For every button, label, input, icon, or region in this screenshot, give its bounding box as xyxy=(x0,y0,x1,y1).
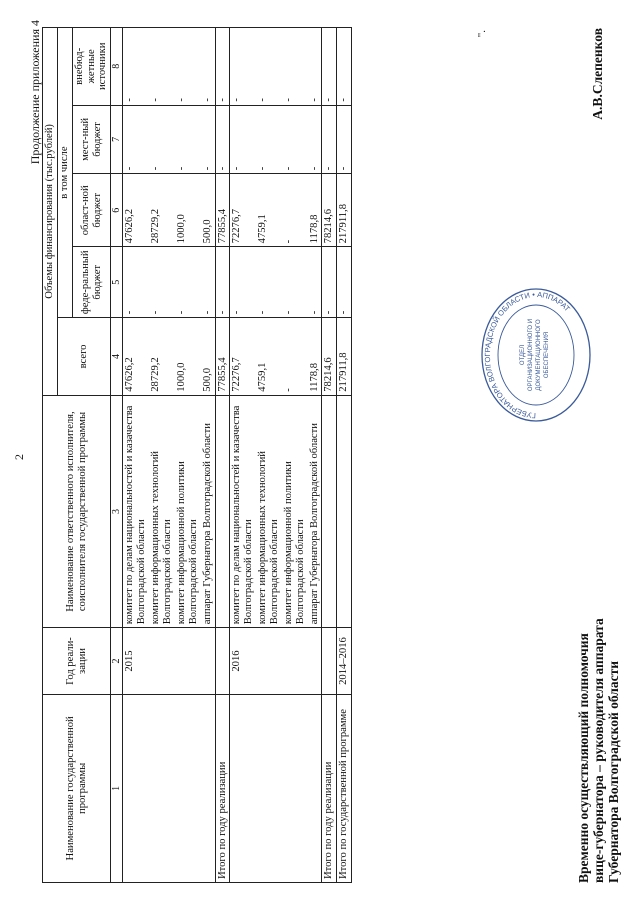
table-cell-executor: комитет информационной политики Волгоградской области xyxy=(282,395,308,628)
closing-quote: ". xyxy=(476,30,488,38)
header-extra: внебюд-жетные источники xyxy=(72,28,111,106)
table-cell-extra: - xyxy=(175,28,201,106)
header-program: Наименование государственной программы xyxy=(43,694,111,882)
table-cell-program: Итого по году реализации xyxy=(215,694,230,882)
table-cell-regional: 1178,8 xyxy=(308,174,322,247)
table-cell-total: 217911,8 xyxy=(337,318,352,396)
table-row xyxy=(215,28,230,883)
table-cell-federal: - xyxy=(308,247,322,318)
col-number: 2 xyxy=(111,628,123,694)
table-cell-federal: - xyxy=(175,247,201,318)
table-cell-program xyxy=(308,694,322,882)
table-cell-year xyxy=(201,628,215,694)
table-cell-regional: 28729,2 xyxy=(149,174,175,247)
col-number: 5 xyxy=(111,247,123,318)
header-federal: феде-ральный бюджет xyxy=(72,247,111,318)
table-cell-regional: 47626,2 xyxy=(123,174,149,247)
table-row xyxy=(175,28,201,883)
table-cell-executor: комитет по делам национальностей и казачества Волгоградской области xyxy=(230,395,256,628)
table-cell-local: - xyxy=(175,105,201,174)
table-cell-year xyxy=(322,628,337,694)
table-cell-total: 78214,6 xyxy=(322,318,337,396)
page-number: 2 xyxy=(12,454,26,460)
col-number: 1 xyxy=(111,694,123,882)
table-cell-local: - xyxy=(256,105,282,174)
header-incl: в том числе xyxy=(57,28,72,318)
signature-block xyxy=(576,618,621,883)
table-cell-year xyxy=(149,628,175,694)
header-local: мест-ный бюджет xyxy=(72,105,111,174)
col-number: 6 xyxy=(111,174,123,247)
table-cell-regional: - xyxy=(282,174,308,247)
table-cell-federal: - xyxy=(256,247,282,318)
table-cell-local: - xyxy=(215,105,230,174)
table-cell-year xyxy=(282,628,308,694)
table-row xyxy=(308,28,322,883)
table-cell-extra: - xyxy=(308,28,322,106)
table-cell-extra: - xyxy=(322,28,337,106)
header-year: Год реали-зации xyxy=(43,628,111,694)
table-cell-program xyxy=(123,694,149,882)
signature-line: Губернатора Волгоградской области xyxy=(606,660,622,883)
table-cell-executor: комитет информационных технологий Волгоградской области xyxy=(149,395,175,628)
stamp-text: ОРГАНИЗАЦИОННОГО И xyxy=(528,318,534,392)
table-cell-regional: 77855,4 xyxy=(215,174,230,247)
stamp-text: ОТДЕЛ xyxy=(520,344,526,366)
table-cell-total: 47626,2 xyxy=(123,318,149,396)
table-cell-regional: 72276,7 xyxy=(230,174,256,247)
official-stamp xyxy=(478,281,594,429)
table-cell-total: 28729,2 xyxy=(149,318,175,396)
table-row xyxy=(337,28,352,883)
table-row xyxy=(230,28,256,883)
col-number: 8 xyxy=(111,28,123,106)
table-cell-extra: - xyxy=(123,28,149,106)
table-cell-federal: - xyxy=(337,247,352,318)
table-cell-executor: аппарат Губернатора Волгоградской области xyxy=(201,395,215,628)
header-total: всего xyxy=(57,318,110,396)
table-cell-executor: комитет информационной политики Волгоградской области xyxy=(175,395,201,628)
table-cell-total: - xyxy=(282,318,308,396)
table-cell-local: - xyxy=(201,105,215,174)
table-cell-federal: - xyxy=(230,247,256,318)
header-regional: област-ной бюджет xyxy=(72,174,111,247)
table-cell-executor xyxy=(337,395,352,628)
table-cell-extra: - xyxy=(282,28,308,106)
stamp-text: ДОКУМЕНТАЦИОННОГО xyxy=(536,319,542,391)
table-cell-extra: - xyxy=(337,28,352,106)
table-cell-program: Итого по государственной программе xyxy=(337,694,352,882)
table-cell-total: 72276,7 xyxy=(230,318,256,396)
table-cell-program xyxy=(175,694,201,882)
table-cell-executor xyxy=(215,395,230,628)
table-row xyxy=(256,28,282,883)
table-cell-year: 2016 xyxy=(230,628,256,694)
table-cell-local: - xyxy=(230,105,256,174)
table-cell-total: 1000,0 xyxy=(175,318,201,396)
table-cell-extra: - xyxy=(215,28,230,106)
table-cell-extra: - xyxy=(149,28,175,106)
table-cell-program: Итого по году реализации xyxy=(322,694,337,882)
table-cell-program xyxy=(230,694,256,882)
table-cell-local: - xyxy=(123,105,149,174)
table-cell-extra: - xyxy=(230,28,256,106)
funding-table xyxy=(42,27,352,883)
table-row xyxy=(201,28,215,883)
table-row xyxy=(322,28,337,883)
table-cell-local: - xyxy=(322,105,337,174)
stamp-text: ОБЕСПЕЧЕНИЯ xyxy=(544,331,550,379)
table-cell-federal: - xyxy=(322,247,337,318)
table-cell-year xyxy=(256,628,282,694)
signature-line: вице-губернатора – руководителя аппарата xyxy=(591,618,607,883)
header-executor: Наименование ответственного исполнителя, соисполнителя государственной программы xyxy=(43,395,111,628)
table-cell-federal: - xyxy=(215,247,230,318)
table-cell-regional: 4759,1 xyxy=(256,174,282,247)
table-cell-local: - xyxy=(308,105,322,174)
table-cell-local: - xyxy=(149,105,175,174)
table-cell-program xyxy=(282,694,308,882)
header-funding: Объемы финансирования (тыс.рублей) xyxy=(43,28,58,396)
table-cell-extra: - xyxy=(256,28,282,106)
table-cell-program xyxy=(256,694,282,882)
table-cell-local: - xyxy=(282,105,308,174)
table-cell-year xyxy=(175,628,201,694)
table-row xyxy=(282,28,308,883)
table-row xyxy=(149,28,175,883)
table-cell-federal: - xyxy=(282,247,308,318)
table-cell-executor: комитет информационных технологий Волгоградской области xyxy=(256,395,282,628)
table-cell-total: 77855,4 xyxy=(215,318,230,396)
table-cell-regional: 78214,6 xyxy=(322,174,337,247)
table-cell-total: 4759,1 xyxy=(256,318,282,396)
table-cell-federal: - xyxy=(149,247,175,318)
table-row xyxy=(123,28,149,883)
table-cell-federal: - xyxy=(123,247,149,318)
table-cell-total: 1178,8 xyxy=(308,318,322,396)
svg-text:ГУБЕРНАТОРА ВОЛГОГРАДСКОЙ ОБЛА: ГУБЕРНАТОРА ВОЛГОГРАДСКОЙ ОБЛАСТИ • АППАРАТ xyxy=(482,289,572,421)
table-cell-regional: 1000,0 xyxy=(175,174,201,247)
col-number: 4 xyxy=(111,318,123,396)
table-cell-extra: - xyxy=(201,28,215,106)
table-cell-total: 500,0 xyxy=(201,318,215,396)
column-number-row xyxy=(111,28,123,883)
table-cell-federal: - xyxy=(201,247,215,318)
table-cell-regional: 217911,8 xyxy=(337,174,352,247)
table-cell-executor xyxy=(322,395,337,628)
table-cell-year: 2014–2016 xyxy=(337,628,352,694)
table-cell-executor: комитет по делам национальностей и казачества Волгоградской области xyxy=(123,395,149,628)
continuation-title: Продолжение приложения 4 xyxy=(28,20,42,165)
signatory-name: А.В.Слепенков xyxy=(590,28,605,120)
col-number: 3 xyxy=(111,395,123,628)
table-cell-regional: 500,0 xyxy=(201,174,215,247)
table-cell-local: - xyxy=(337,105,352,174)
table-cell-executor: аппарат Губернатора Волгоградской области xyxy=(308,395,322,628)
table-cell-year xyxy=(308,628,322,694)
table-cell-year: 2015 xyxy=(123,628,149,694)
table-cell-program xyxy=(201,694,215,882)
signature-line: Временно осуществляющий полномочия xyxy=(576,633,591,883)
col-number: 7 xyxy=(111,105,123,174)
table-cell-program xyxy=(149,694,175,882)
table-cell-year xyxy=(215,628,230,694)
